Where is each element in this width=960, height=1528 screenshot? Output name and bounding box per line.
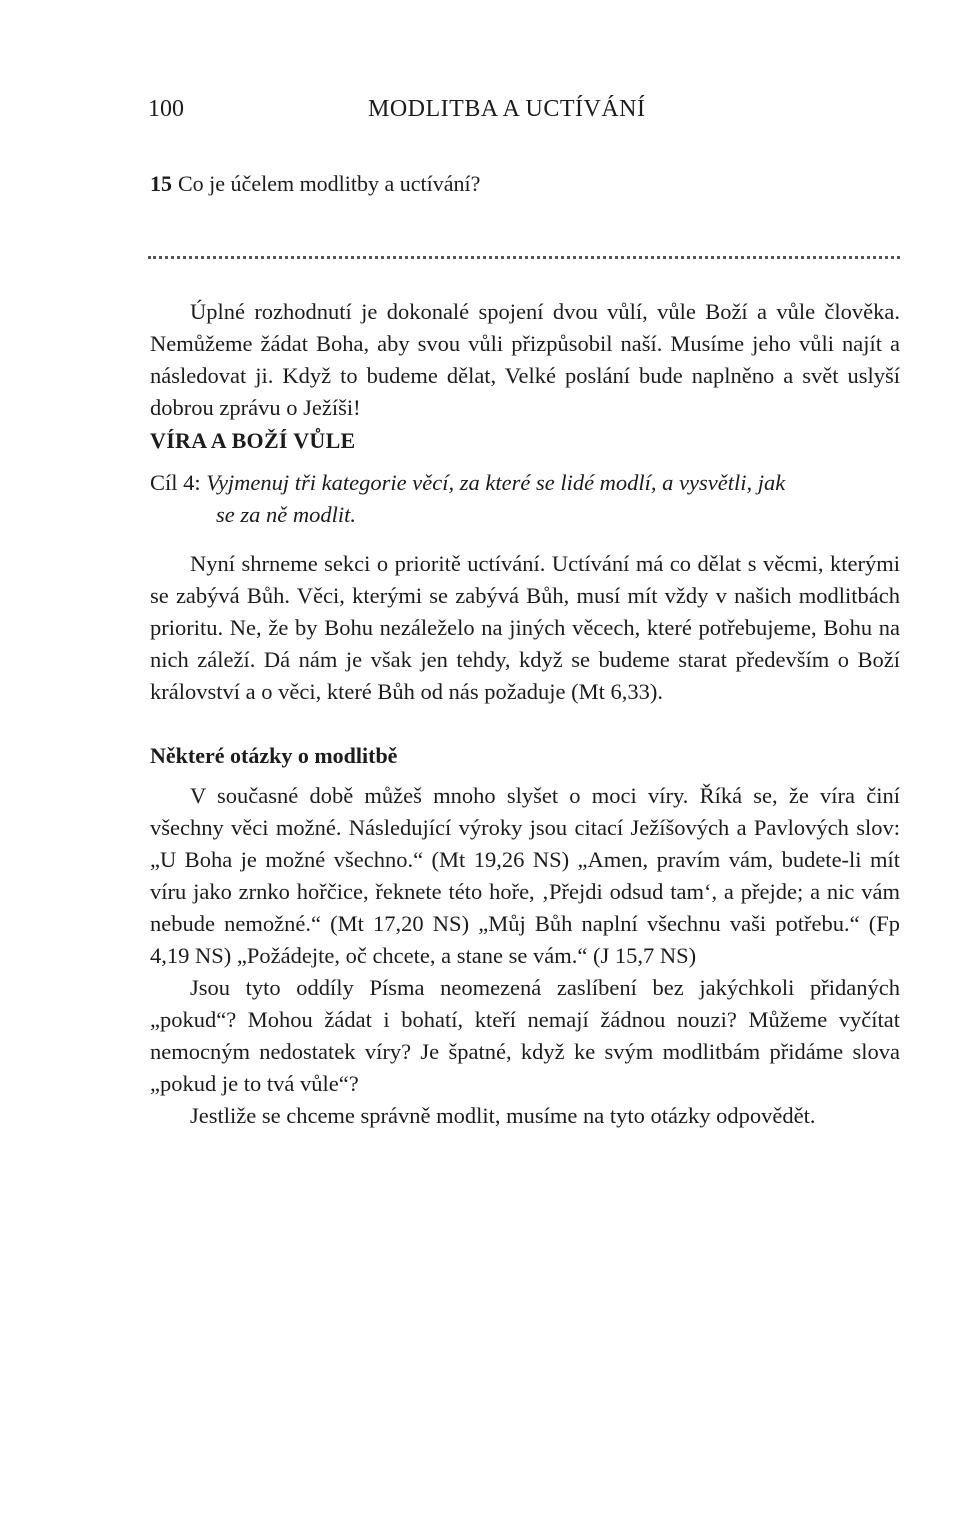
- answer-paragraph: Úplné rozhodnutí je dokonalé spojení dvou vůlí, vůle Boží a vůle člověka. Nemůžeme žádat Boha, aby svou vůli přizpůsobil naší. Musíme jeho vůli najít a následovat ji. Když to budeme dělat, Velké poslání bude naplněno a svět uslyší dobrou zprávu o Ježíši!: [150, 299, 900, 420]
- learning-goal: [150, 467, 900, 531]
- paragraph-questions: Jsou tyto oddíly Písma neomezená zaslíbení bez jakýchkoli přidaných „pokud“? Mohou žádat i bohatí, kteří nemají žádnou nouzi? Můžeme vyčítat nemocným nedostatek víry? Je špatné, když ke svým modlitbám přidáme slova „pokud je to tvá vůle“?: [150, 975, 900, 1096]
- goal-text-line2: se za ně modlit.: [216, 502, 356, 527]
- question: [150, 168, 480, 200]
- paragraph-conclusion: Jestliže se chceme správně modlit, musíme na tyto otázky odpovědět.: [190, 1103, 816, 1128]
- goal-text-line1: Vyjmenuj tři kategorie věcí, za které se lidé modlí, a vysvětli, jak: [206, 470, 786, 495]
- subheading-questions: Některé otázky o modlitbě: [150, 743, 398, 768]
- paragraph-faith: V současné době můžeš mnoho slyšet o moci víry. Říká se, že víra činí všechny věci možné. Následující výroky jsou citací Ježíšových a Pavlových slov: „U Boha je možné všechno.“ (Mt 19,26 NS) „Amen, pravím vám, budete-li mít víru jako zrnko hořčice, řeknete této hoře, ‚Přejdi odsud tam‘, a přejde; a nic vám nebude nemožné.“ (Mt 17,20 NS) „Můj Bůh naplní všechnu vaši potřebu.“ (Fp 4,19 NS) „Požádejte, oč chcete, a stane se vám.“ (J 15,7 NS): [150, 783, 900, 968]
- section-heading: VÍRA A BOŽÍ VŮLE: [150, 428, 356, 453]
- paragraph-priority: Nyní shrneme sekci o prioritě uctívání. Uctívání má co dělat s věcmi, kterými se zabývá Bůh. Věci, kterými se zabývá Bůh, musí mít vždy v našich modlitbách prioritu. Ne, že by Bohu nezáleželo na jiných věcech, které potřebujeme, Bohu na nich záleží. Dá nám je však jen tehdy, když se budeme starat především o Boží království a o věci, které Bůh od nás požaduje (Mt 6,33).: [150, 551, 900, 704]
- running-title: MODLITBA A UCTÍVÁNÍ: [368, 96, 646, 122]
- body-block: [150, 780, 900, 1132]
- page-number: 100: [148, 96, 184, 122]
- question-number: 15: [150, 171, 172, 196]
- question-text: Co je účelem modlitby a uctívání?: [178, 171, 481, 196]
- goal-label: Cíl 4:: [150, 470, 201, 495]
- page-header: [148, 92, 900, 126]
- answer-blank-line: [148, 256, 900, 259]
